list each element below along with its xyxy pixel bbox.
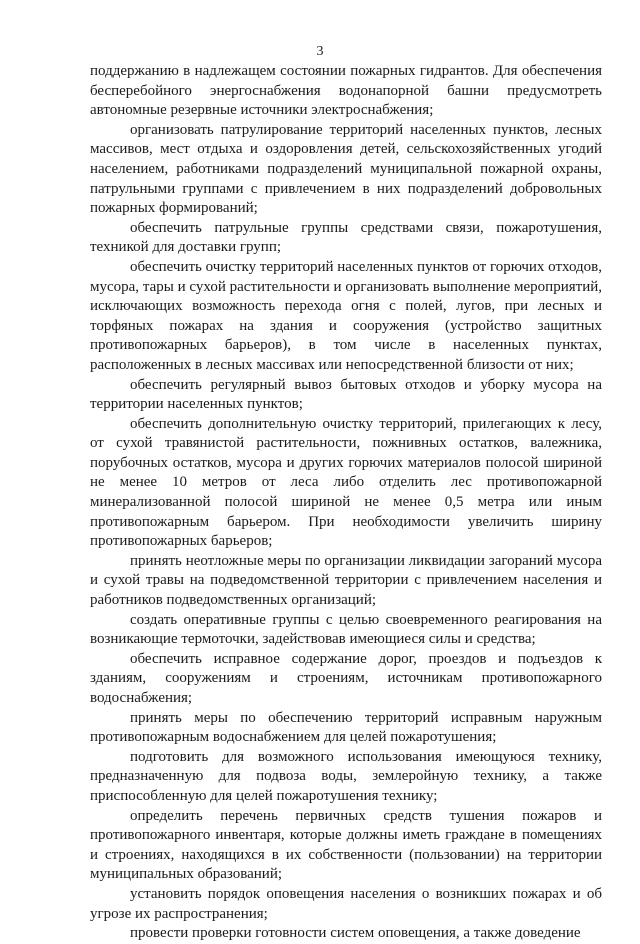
paragraph: создать оперативные группы с целью своевременного реагирования на возникающие термоточки, задействовав имеющиеся силы и средства;: [90, 611, 602, 648]
document-body: [90, 62, 602, 944]
paragraph: установить порядок оповещения населения о возникших пожарах и об угрозе их распространения;: [90, 885, 602, 922]
paragraph: принять меры по обеспечению территорий исправным наружным противопожарным водоснабжением для целей пожаротушения;: [90, 709, 602, 746]
page-number: 3: [316, 44, 324, 59]
paragraph: принять неотложные меры по организации ликвидации загораний мусора и сухой травы на подведомственной территории с привлечением населения и работников подведомственных организаций;: [90, 552, 602, 609]
paragraph: обеспечить очистку территорий населенных пунктов от горючих отходов, мусора, тары и сухой растительности и организовать выполнение мероприятий, исключающих возможность перехода огня с полей, лугов, при лесных и торфяных пожарах на здания и сооружения (устройство защитных противопожарных барьеров), в том числе в населенных пунктах, расположенных в лесных массивах или непосредственной близости от них;: [90, 258, 602, 373]
paragraph: организовать патрулирование территорий населенных пунктов, лесных массивов, мест отдыха и оздоровления детей, сельскохозяйственных угодий населением, работниками подразделений муниципальной пожарной охраны, патрульными группами с привлечением в них подразделений добровольных пожарных формирований;: [90, 121, 602, 217]
paragraph: подготовить для возможного использования имеющуюся технику, предназначенную для подвоза воды, землеройную технику, а также приспособленную для целей пожаротушения технику;: [90, 748, 602, 804]
paragraph: поддержанию в надлежащем состоянии пожарных гидрантов. Для обеспечения бесперебойного энергоснабжения водонапорной башни предусмотреть автономные резервные источники электроснабжения;: [90, 63, 602, 119]
paragraph: определить перечень первичных средств тушения пожаров и противопожарного инвентаря, которые должны иметь граждане в помещениях и строениях, находящихся в их собственности (пользовании) на территории муниципальных образований;: [90, 807, 602, 883]
paragraph: обеспечить патрульные группы средствами связи, пожаротушения, техникой для доставки групп;: [90, 219, 602, 256]
paragraph: обеспечить дополнительную очистку территорий, прилегающих к лесу, от сухой травянистой растительности, пожнивных остатков, валежника, порубочных остатков, мусора и других горючих материалов полосой шириной не менее 10 метров от леса либо отделить лес противопожарной минерализованной полосой шириной не менее 0,5 метра или иным противопожарным барьером. При необходимости увеличить ширину противопожарных барьеров;: [90, 415, 602, 550]
paragraph: обеспечить регулярный вывоз бытовых отходов и уборку мусора на территории населенных пунктов;: [90, 376, 602, 413]
paragraph: обеспечить исправное содержание дорог, проездов и подъездов к зданиям, сооружениям и строениям, источникам противопожарного водоснабжения;: [90, 650, 602, 706]
paragraph: провести проверки готовности систем оповещения, а также доведение: [130, 925, 581, 942]
